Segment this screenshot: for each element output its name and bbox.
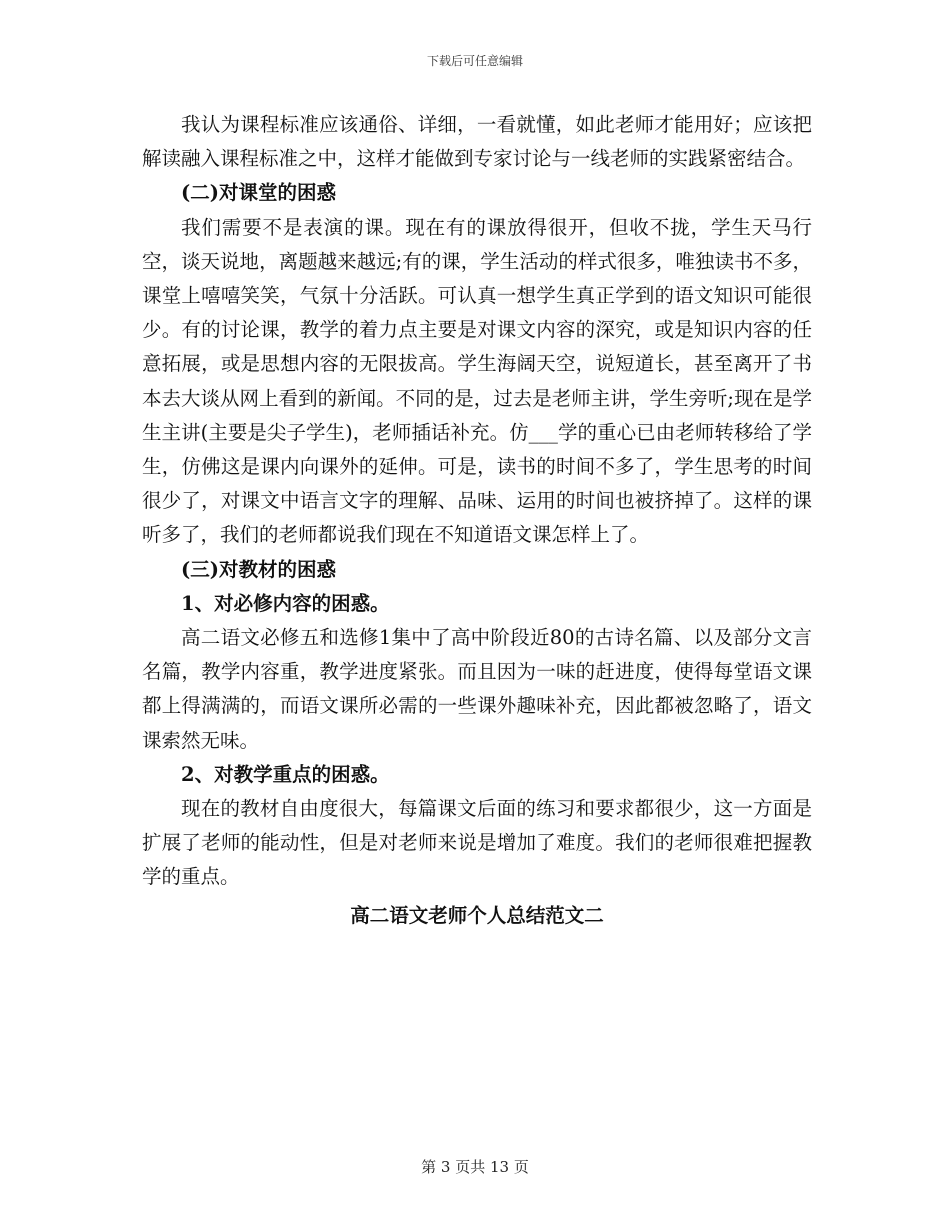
section-heading-3: (三)对教材的困惑 xyxy=(181,557,336,581)
paragraph-4: 现在的教材自由度很大，每篇课文后面的练习和要求都很少，这一方面是扩展了老师的能动性，但是对老师来说是增加了难度。我们的老师很难把握教学的重点。 xyxy=(142,797,812,889)
document-body xyxy=(142,108,812,933)
subheading-3-2: 2、对教学重点的困惑。 xyxy=(181,762,390,786)
paragraph-3: 高二语文必修五和选修1集中了高中阶段近80的古诗名篇、以及部分文言名篇，教学内容重，教学进度紧张。而且因为一味的赶进度，使得每堂语文课都上得满满的，而语文课所必需的一些课外趣味补充，因此都被忽略了，语文课索然无味。 xyxy=(142,626,812,752)
paragraph-1: 我认为课程标准应该通俗、详细，一看就懂，如此老师才能用好；应该把解读融入课程标准之中，这样才能做到专家讨论与一线老师的实践紧密结合。 xyxy=(142,113,812,171)
article-title-2: 高二语文老师个人总结范文二 xyxy=(350,903,604,927)
subheading-3-1: 1、对必修内容的困惑。 xyxy=(181,591,390,615)
section-heading-2: (二)对课堂的困惑 xyxy=(181,181,336,205)
paragraph-2: 我们需要不是表演的课。现在有的课放得很开，但收不拢，学生天马行空，谈天说地，离题越来越远;有的课，学生活动的样式很多，唯独读书不多，课堂上嘻嘻笑笑，气氛十分活跃。可认真一想学生真正学到的语文知识可能很少。有的讨论课，教学的着力点主要是对课文内容的深究，或是知识内容的任意拓展，或是思想内容的无限拔高。学生海阔天空，说短道长，甚至离开了书本去大谈从网上看到的新闻。不同的是，过去是老师主讲，学生旁听;现在是学生主讲(主要是尖子学生)，老师插话补充。仿___学的重心已由老师转移给了学生，仿佛这是课内向课外的延伸。可是，读书的时间不多了，学生思考的时间很少了，对课文中语言文字的理解、品味、运用的时间也被挤掉了。这样的课听多了，我们的老师都说我们现在不知道语文课怎样上了。 xyxy=(142,215,812,547)
page-header: 下载后可任意编辑 xyxy=(426,54,523,68)
page-footer: 第 3 页共 13 页 xyxy=(421,1158,529,1176)
